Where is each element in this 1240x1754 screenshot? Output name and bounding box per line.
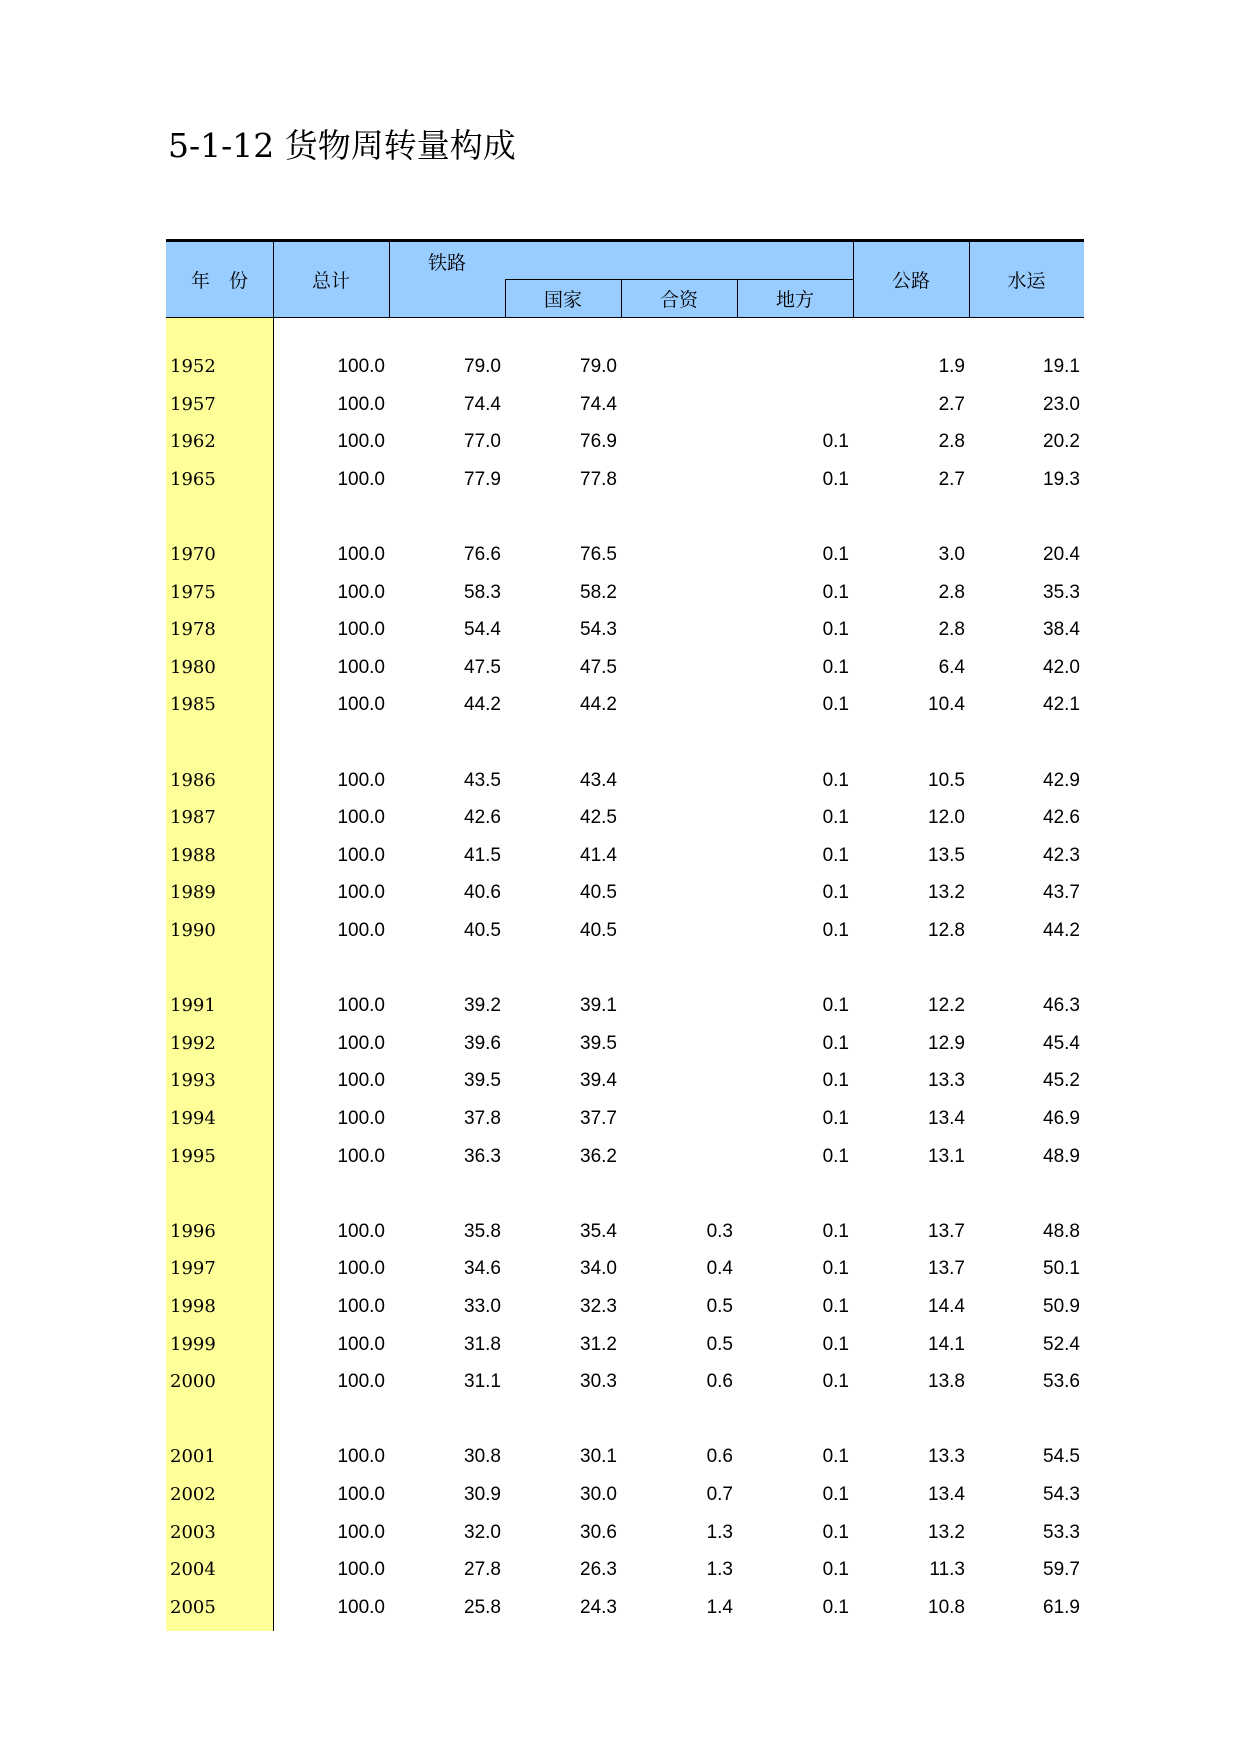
joint-cell [621,423,737,460]
highway-cell: 2.8 [938,431,965,452]
total-cell: 100.0 [337,1334,385,1355]
railway-cell: 40.5 [464,920,501,941]
highway-cell: 2.7 [938,394,965,415]
local-cell: 0.1 [822,1334,849,1355]
joint-cell: 0.4 [706,1258,733,1279]
local-cell: 0.1 [822,770,849,791]
railway-cell: 39.6 [464,1033,501,1054]
local-cell: 0.1 [822,1296,849,1317]
total-cell: 100.0 [337,807,385,828]
table-row [166,1138,1084,1175]
state-cell: 35.4 [580,1221,617,1242]
local-cell: 0.1 [822,694,849,715]
highway-cell: 13.4 [928,1484,965,1505]
year-cell: 1962 [170,431,216,452]
local-cell [737,386,853,423]
state-cell: 76.9 [580,431,617,452]
year-cell: 1980 [170,657,216,678]
waterway-cell: 42.9 [1043,770,1080,791]
joint-cell [621,1100,737,1137]
waterway-cell: 42.1 [1043,694,1080,715]
year-cell: 1952 [170,356,216,377]
total-cell: 100.0 [337,431,385,452]
header-year: 年 份 [190,270,248,292]
total-cell: 100.0 [337,1446,385,1467]
total-cell: 100.0 [337,1371,385,1392]
highway-cell: 11.3 [929,1559,965,1580]
total-cell: 100.0 [337,469,385,490]
waterway-cell: 45.2 [1043,1070,1080,1091]
local-cell: 0.1 [822,845,849,866]
local-cell: 0.1 [822,1522,849,1543]
joint-cell: 0.3 [706,1221,733,1242]
year-cell: 1957 [170,394,216,415]
total-cell: 100.0 [337,1559,385,1580]
table-row [166,837,1084,874]
highway-cell: 13.2 [928,882,965,903]
local-cell: 0.1 [822,995,849,1016]
year-cell: 1987 [170,807,216,828]
local-cell: 0.1 [822,619,849,640]
state-cell: 77.8 [580,469,617,490]
waterway-cell: 48.8 [1043,1221,1080,1242]
local-cell: 0.1 [822,582,849,603]
header-divider [273,242,274,317]
waterway-cell: 42.3 [1043,845,1080,866]
year-cell: 1989 [170,882,216,903]
highway-cell: 2.8 [938,619,965,640]
joint-cell [621,348,737,385]
local-cell: 0.1 [822,469,849,490]
railway-cell: 35.8 [464,1221,501,1242]
data-table [166,239,1084,1631]
table-row [166,1476,1084,1513]
joint-cell [621,874,737,911]
header-divider [737,279,738,317]
state-cell: 30.1 [580,1446,617,1467]
total-cell: 100.0 [337,845,385,866]
local-cell: 0.1 [822,882,849,903]
railway-cell: 44.2 [464,694,501,715]
railway-cell: 37.8 [464,1108,501,1129]
total-cell: 100.0 [337,544,385,565]
joint-cell [621,611,737,648]
joint-cell [621,649,737,686]
state-cell: 39.5 [580,1033,617,1054]
year-cell: 1992 [170,1033,216,1054]
header-waterway: 水运 [1007,270,1046,292]
total-cell: 100.0 [337,1108,385,1129]
waterway-cell: 46.9 [1043,1108,1080,1129]
state-cell: 39.1 [580,995,617,1016]
year-cell: 2004 [170,1559,216,1580]
railway-cell: 31.8 [464,1334,501,1355]
local-cell: 0.1 [822,1146,849,1167]
table-row [166,1025,1084,1062]
joint-cell [621,799,737,836]
highway-cell: 13.7 [928,1258,965,1279]
table-row [166,686,1084,723]
total-cell: 100.0 [337,394,385,415]
highway-cell: 2.7 [938,469,965,490]
year-cell: 2001 [170,1446,216,1467]
joint-cell [621,686,737,723]
waterway-cell: 53.6 [1043,1371,1080,1392]
year-cell: 1997 [170,1258,216,1279]
joint-cell: 0.6 [706,1446,733,1467]
total-cell: 100.0 [337,1484,385,1505]
state-cell: 54.3 [580,619,617,640]
total-cell: 100.0 [337,1597,385,1618]
waterway-cell: 19.1 [1043,356,1080,377]
waterway-cell: 19.3 [1043,469,1080,490]
table-row [166,987,1084,1024]
local-cell: 0.1 [822,1070,849,1091]
year-cell: 1978 [170,619,216,640]
joint-cell: 1.3 [706,1559,733,1580]
state-cell: 34.0 [580,1258,617,1279]
total-cell: 100.0 [337,1522,385,1543]
table-row [166,1514,1084,1551]
total-cell: 100.0 [337,694,385,715]
highway-cell: 13.3 [928,1446,965,1467]
total-cell: 100.0 [337,1070,385,1091]
joint-cell [621,987,737,1024]
state-cell: 74.4 [580,394,617,415]
table-row [166,386,1084,423]
table-row [166,874,1084,911]
state-cell: 40.5 [580,882,617,903]
local-cell: 0.1 [822,1371,849,1392]
railway-cell: 41.5 [464,845,501,866]
total-cell: 100.0 [337,1258,385,1279]
local-cell: 0.1 [822,431,849,452]
table-row [166,611,1084,648]
local-cell: 0.1 [822,1221,849,1242]
table-row [166,1551,1084,1588]
joint-cell: 1.4 [706,1597,733,1618]
state-cell: 40.5 [580,920,617,941]
table-row [166,649,1084,686]
total-cell: 100.0 [337,882,385,903]
railway-cell: 39.5 [464,1070,501,1091]
highway-cell: 13.8 [928,1371,965,1392]
state-cell: 44.2 [580,694,617,715]
highway-cell: 12.9 [928,1033,965,1054]
header-divider [853,242,854,317]
joint-cell: 0.5 [706,1296,733,1317]
table-row [166,536,1084,573]
highway-cell: 6.4 [938,657,965,678]
year-cell: 1990 [170,920,216,941]
total-cell: 100.0 [337,1033,385,1054]
railway-cell: 77.0 [464,431,501,452]
state-cell: 43.4 [580,770,617,791]
railway-cell: 25.8 [464,1597,501,1618]
joint-cell: 0.7 [706,1484,733,1505]
state-cell: 42.5 [580,807,617,828]
table-row [166,574,1084,611]
year-cell: 2005 [170,1597,216,1618]
total-cell: 100.0 [337,582,385,603]
highway-cell: 2.8 [938,582,965,603]
highway-cell: 10.8 [928,1597,965,1618]
year-cell: 1991 [170,995,216,1016]
state-cell: 79.0 [580,356,617,377]
railway-cell: 27.8 [464,1559,501,1580]
waterway-cell: 48.9 [1043,1146,1080,1167]
state-cell: 58.2 [580,582,617,603]
table-row [166,1062,1084,1099]
waterway-cell: 50.1 [1043,1258,1080,1279]
total-cell: 100.0 [337,619,385,640]
year-cell: 1975 [170,582,216,603]
highway-cell: 13.5 [928,845,965,866]
railway-cell: 58.3 [464,582,501,603]
highway-cell: 10.4 [928,694,965,715]
local-cell: 0.1 [822,807,849,828]
year-cell: 1965 [170,469,216,490]
state-cell: 31.2 [580,1334,617,1355]
state-cell: 47.5 [580,657,617,678]
waterway-cell: 44.2 [1043,920,1080,941]
state-cell: 30.6 [580,1522,617,1543]
state-cell: 37.7 [580,1108,617,1129]
local-cell: 0.1 [822,1258,849,1279]
total-cell: 100.0 [337,770,385,791]
table-row [166,1213,1084,1250]
state-cell: 76.5 [580,544,617,565]
railway-cell: 30.8 [464,1446,501,1467]
state-cell: 26.3 [580,1559,617,1580]
year-cell: 1999 [170,1334,216,1355]
railway-cell: 54.4 [464,619,501,640]
table-row [166,762,1084,799]
table-row [166,1363,1084,1400]
state-cell: 24.3 [580,1597,617,1618]
header-divider [969,242,970,317]
state-cell: 30.3 [580,1371,617,1392]
highway-cell: 14.1 [928,1334,965,1355]
year-cell: 1995 [170,1146,216,1167]
joint-cell [621,837,737,874]
table-row [166,461,1084,498]
total-cell: 100.0 [337,1146,385,1167]
waterway-cell: 52.4 [1043,1334,1080,1355]
header-divider [505,279,506,317]
waterway-cell: 46.3 [1043,995,1080,1016]
waterway-cell: 23.0 [1043,394,1080,415]
local-cell [737,348,853,385]
table-header [166,239,1084,318]
header-state: 国家 [543,289,582,311]
joint-cell [621,1062,737,1099]
highway-cell: 13.2 [928,1522,965,1543]
waterway-cell: 20.2 [1043,431,1080,452]
railway-cell: 34.6 [464,1258,501,1279]
local-cell: 0.1 [822,1108,849,1129]
joint-cell [621,1025,737,1062]
total-cell: 100.0 [337,920,385,941]
table-body [166,318,1084,1631]
year-cell: 1993 [170,1070,216,1091]
waterway-cell: 43.7 [1043,882,1080,903]
highway-cell: 12.0 [928,807,965,828]
joint-cell [621,386,737,423]
year-cell: 1970 [170,544,216,565]
railway-cell: 79.0 [464,356,501,377]
railway-cell: 76.6 [464,544,501,565]
year-cell: 1986 [170,770,216,791]
year-cell: 2003 [170,1522,216,1543]
year-cell: 1996 [170,1221,216,1242]
waterway-cell: 45.4 [1043,1033,1080,1054]
total-cell: 100.0 [337,356,385,377]
state-cell: 36.2 [580,1146,617,1167]
local-cell: 0.1 [822,1033,849,1054]
highway-cell: 14.4 [928,1296,965,1317]
state-cell: 32.3 [580,1296,617,1317]
waterway-cell: 50.9 [1043,1296,1080,1317]
railway-cell: 31.1 [464,1371,501,1392]
header-total: 总计 [311,270,350,292]
total-cell: 100.0 [337,995,385,1016]
railway-cell: 33.0 [464,1296,501,1317]
waterway-cell: 59.7 [1043,1559,1080,1580]
table-row [166,1100,1084,1137]
state-cell: 30.0 [580,1484,617,1505]
local-cell: 0.1 [822,1484,849,1505]
local-cell: 0.1 [822,1559,849,1580]
highway-cell: 12.8 [928,920,965,941]
waterway-cell: 61.9 [1043,1597,1080,1618]
total-cell: 100.0 [337,1221,385,1242]
header-divider [389,242,390,317]
railway-cell: 32.0 [464,1522,501,1543]
joint-cell: 0.6 [706,1371,733,1392]
table-row [166,799,1084,836]
joint-cell [621,912,737,949]
joint-cell: 0.5 [706,1334,733,1355]
table-row [166,348,1084,385]
highway-cell: 13.3 [928,1070,965,1091]
table-row [166,1438,1084,1475]
joint-cell [621,762,737,799]
year-cell: 2002 [170,1484,216,1505]
waterway-cell: 53.3 [1043,1522,1080,1543]
table-row [166,1589,1084,1626]
local-cell: 0.1 [822,1446,849,1467]
header-railway: 铁路 [427,251,466,274]
joint-cell [621,1138,737,1175]
local-cell: 0.1 [822,657,849,678]
total-cell: 100.0 [337,1296,385,1317]
year-cell: 1994 [170,1108,216,1129]
railway-cell: 36.3 [464,1146,501,1167]
joint-cell [621,536,737,573]
highway-cell: 12.2 [928,995,965,1016]
railway-cell: 39.2 [464,995,501,1016]
railway-cell: 74.4 [464,394,501,415]
year-cell: 1988 [170,845,216,866]
header-local: 地方 [775,289,814,311]
waterway-cell: 54.3 [1043,1484,1080,1505]
state-cell: 41.4 [580,845,617,866]
joint-cell: 1.3 [706,1522,733,1543]
railway-cell: 47.5 [464,657,501,678]
table-row [166,1326,1084,1363]
total-cell: 100.0 [337,657,385,678]
railway-cell: 77.9 [464,469,501,490]
page-title: 5-1-12 货物周转量构成 [168,126,516,165]
waterway-cell: 35.3 [1043,582,1080,603]
highway-cell: 13.1 [928,1146,965,1167]
waterway-cell: 54.5 [1043,1446,1080,1467]
railway-cell: 42.6 [464,807,501,828]
waterway-cell: 20.4 [1043,544,1080,565]
header-divider [621,279,622,317]
table-row [166,1250,1084,1287]
railway-cell: 43.5 [464,770,501,791]
local-cell: 0.1 [822,544,849,565]
railway-subheader-line [505,279,853,280]
local-cell: 0.1 [822,920,849,941]
table-row [166,912,1084,949]
highway-cell: 13.7 [928,1221,965,1242]
state-cell: 39.4 [580,1070,617,1091]
highway-cell: 3.0 [938,544,965,565]
year-column-fill [166,318,274,1631]
year-cell: 1985 [170,694,216,715]
year-cell: 2000 [170,1371,216,1392]
table-row [166,1288,1084,1325]
highway-cell: 13.4 [928,1108,965,1129]
highway-cell: 1.9 [938,356,965,377]
local-cell: 0.1 [822,1597,849,1618]
joint-cell [621,574,737,611]
railway-cell: 30.9 [464,1484,501,1505]
highway-cell: 10.5 [928,770,965,791]
waterway-cell: 42.6 [1043,807,1080,828]
table-row [166,423,1084,460]
year-cell: 1998 [170,1296,216,1317]
railway-cell: 40.6 [464,882,501,903]
waterway-cell: 42.0 [1043,657,1080,678]
joint-cell [621,461,737,498]
header-highway: 公路 [891,270,930,292]
waterway-cell: 38.4 [1043,619,1080,640]
header-joint: 合资 [659,289,698,311]
